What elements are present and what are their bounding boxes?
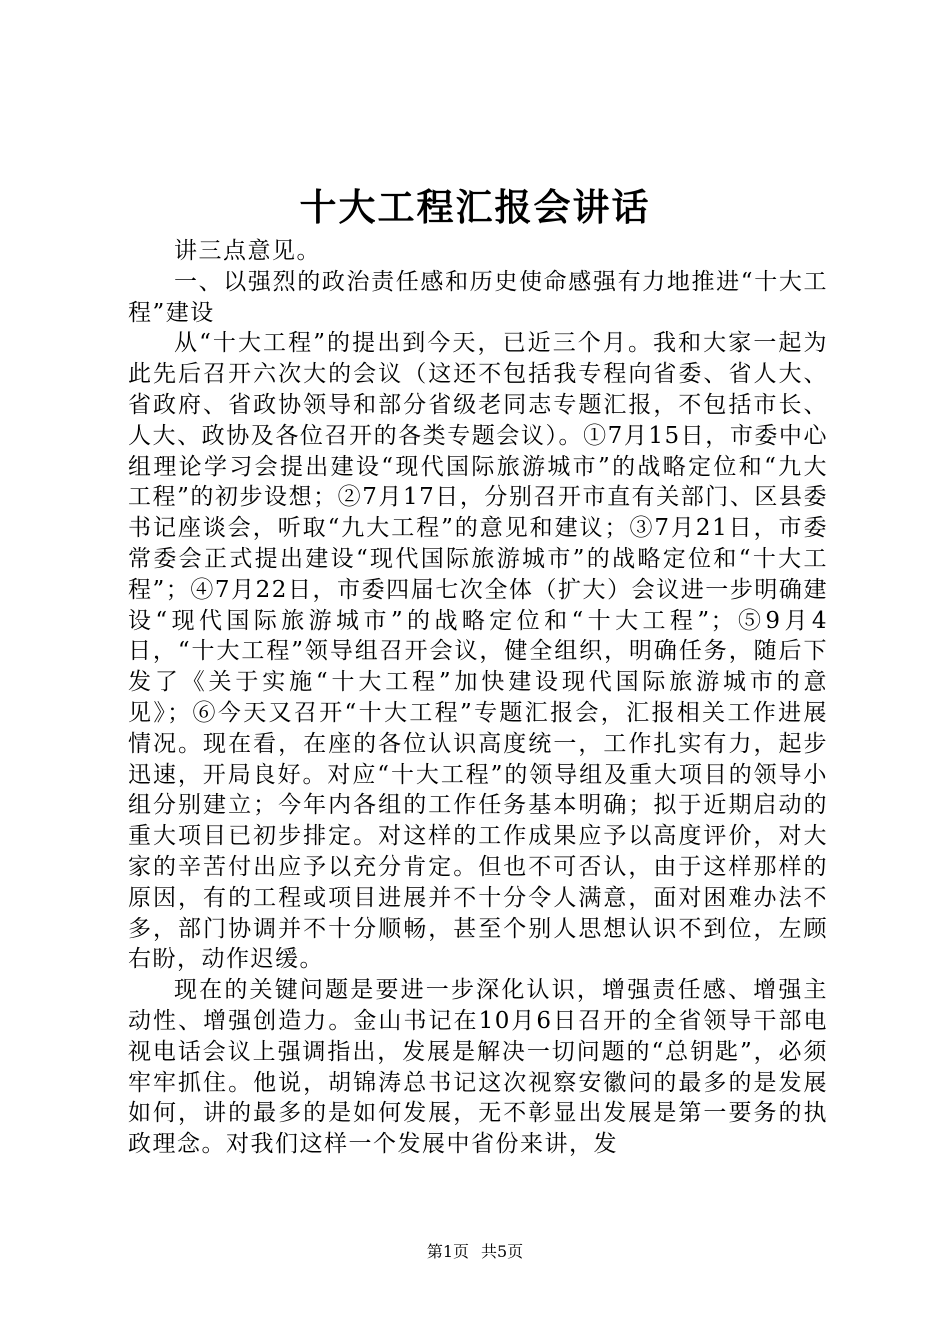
paragraph-key-issue: 现在的关键问题是要进一步深化认识，增强责任感、增强主动性、增强创造力。金山书记在10月6日召开的全省领导干部电视电话会议上强调指出，发展是解决一切问题的“总钥匙”，必须牢牢抓住。他说，胡锦涛总书记这次视察安徽问的最多的是发展如何，讲的最多的是如何发展，无不彰显出发展是第一要务的执政理念。对我们这样一个发展中省份来讲，发: [128, 977, 828, 1158]
paragraph-section-heading: 一、以强烈的政治责任感和历史使命感强有力地推进“十大工程”建设: [128, 268, 828, 326]
page-footer: [0, 1241, 950, 1263]
page-number: 第1页: [426, 1242, 469, 1261]
document-title: 十大工程汇报会讲话: [299, 185, 651, 229]
page-total: 共5页: [481, 1242, 524, 1261]
paragraph-intro: 讲三点意见。: [174, 238, 321, 264]
paragraph-meetings: 从“十大工程”的提出到今天，已近三个月。我和大家一起为此先后召开六次大的会议（这还不包括我专程向省委、省人大、省政府、省政协领导和部分省级老同志专题汇报，不包括市长、人大、政协及各位召开的各类专题会议）。①7月15日，市委中心组理论学习会提出建设“现代国际旅游城市”的战略定位和“九大工程”的初步设想；②7月17日，分别召开市直有关部门、区县委书记座谈会，听取“九大工程”的意见和建议；③7月21日，市委常委会正式提出建设“现代国际旅游城市”的战略定位和“十大工程”；④7月22日，市委四届七次全体（扩大）会议进一步明确建设“现代国际旅游城市”的战略定位和“十大工程”；⑤9月4日，“十大工程”领导组召开会议，健全组织，明确任务，随后下发了《关于实施“十大工程”加快建设现代国际旅游城市的意见》；⑥今天又召开“十大工程”专题汇报会，汇报相关工作进展情况。现在看，在座的各位认识高度统一，工作扎实有力，起步迅速，开局良好。对应“十大工程”的领导组及重大项目的领导小组分别建立；今年内各组的工作任务基本明确；拟于近期启动的重大项目已初步排定。对这样的工作成果应予以高度评价，对大家的辛苦付出应予以充分肯定。但也不可否认，由于这样那样的原因，有的工程或项目进展并不十分令人满意，面对困难办法不多，部门协调并不十分顺畅，甚至个别人思想认识不到位，左顾右盼，动作迟缓。: [128, 330, 828, 973]
document-body: [128, 236, 828, 1160]
